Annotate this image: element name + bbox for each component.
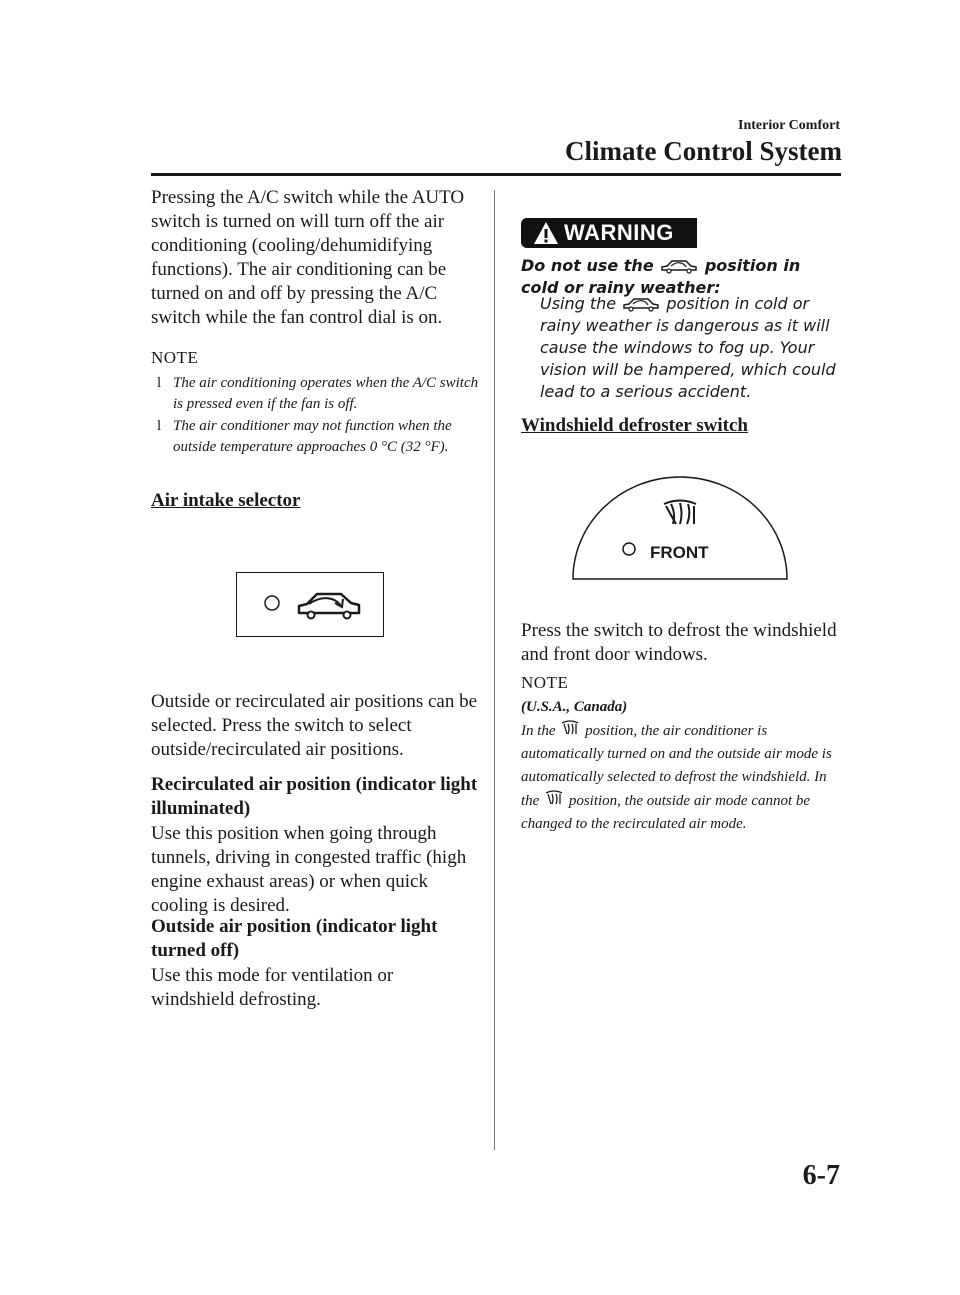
warning-heading-post: position in cold or rainy weather: [521,256,801,297]
note-label-left: NOTE [151,348,199,367]
warning-body-post: position in cold or rainy weather is dangerous as it will cause the windows to fog up. Your vision will be hampered, which could lead to a serious accident. [540,294,836,401]
note-text-1: In the [521,723,556,739]
page-number: 6-7 [802,1160,840,1191]
note-text: The air conditioning operates when the A/C switch is pressed even if the fan is off. [173,375,479,412]
recirculated-paragraph: Use this position when going through tunnels, driving in congested traffic (high engine exhaust areas) or when quick cooling is desired. [151,823,467,916]
section-label: Interior Comfort [738,118,840,133]
warning-heading-pre: Do not use the [521,256,654,275]
warning-badge [521,218,697,248]
defroster-switch-illustration [570,472,790,584]
note-body-right [521,719,846,836]
defroster-heading: Windshield defroster switch [521,415,748,436]
recirculation-car-icon [237,573,383,636]
outside-air-heading: Outside air position (indicator light turned off) [151,916,438,961]
windshield-defroster-icon [544,789,564,807]
air-intake-switch-illustration [236,572,384,637]
recirculation-car-icon [621,296,661,312]
note-text-2: position, the air conditioner is automatically turned on and the outside air mode is automatically selected to defrost the windshield. In the [521,723,832,809]
recirculated-heading: Recirculated air position (indicator light illuminated) [151,774,478,819]
front-label: FRONT [650,543,709,562]
bullet: l [157,418,162,434]
air-intake-heading: Air intake selector [151,490,301,511]
column-divider [494,190,495,1150]
recirculation-car-icon [659,258,699,274]
air-intake-paragraph: Outside or recirculated air positions can be selected. Press the switch to select outside/recirculated air positions. [151,691,478,760]
chapter-title: Climate Control System [565,136,842,166]
windshield-defroster-icon [560,719,580,737]
list-item [151,373,481,415]
note-text: The air conditioner may not function when the outside temperature approaches 0 °C (32 °F). [173,418,452,455]
warning-body [540,293,840,403]
defroster-paragraph: Press the switch to defrost the windshield and front door windows. [521,620,837,665]
warning-body-pre: Using the [540,294,617,313]
intro-paragraph: Pressing the A/C switch while the AUTO switch is turned on will turn off the air conditioning (cooling/dehumidifying functions). The air conditioning can be turned on and off by pressing the A/C switch while the fan control dial is on. [151,187,465,328]
bullet: l [157,375,162,391]
list-item [151,416,481,458]
note-region: (U.S.A., Canada) [521,699,628,715]
note-label-right: NOTE [521,673,569,692]
warning-label: WARNING [564,220,674,245]
header-rule [151,173,841,176]
note-text-3: position, the outside air mode cannot be changed to the recirculated air mode. [521,793,811,832]
outside-air-paragraph: Use this mode for ventilation or windshield defrosting. [151,965,394,1010]
warning-triangle-icon [533,220,559,246]
note-list-left [151,373,481,459]
defroster-switch-shape [570,472,790,584]
